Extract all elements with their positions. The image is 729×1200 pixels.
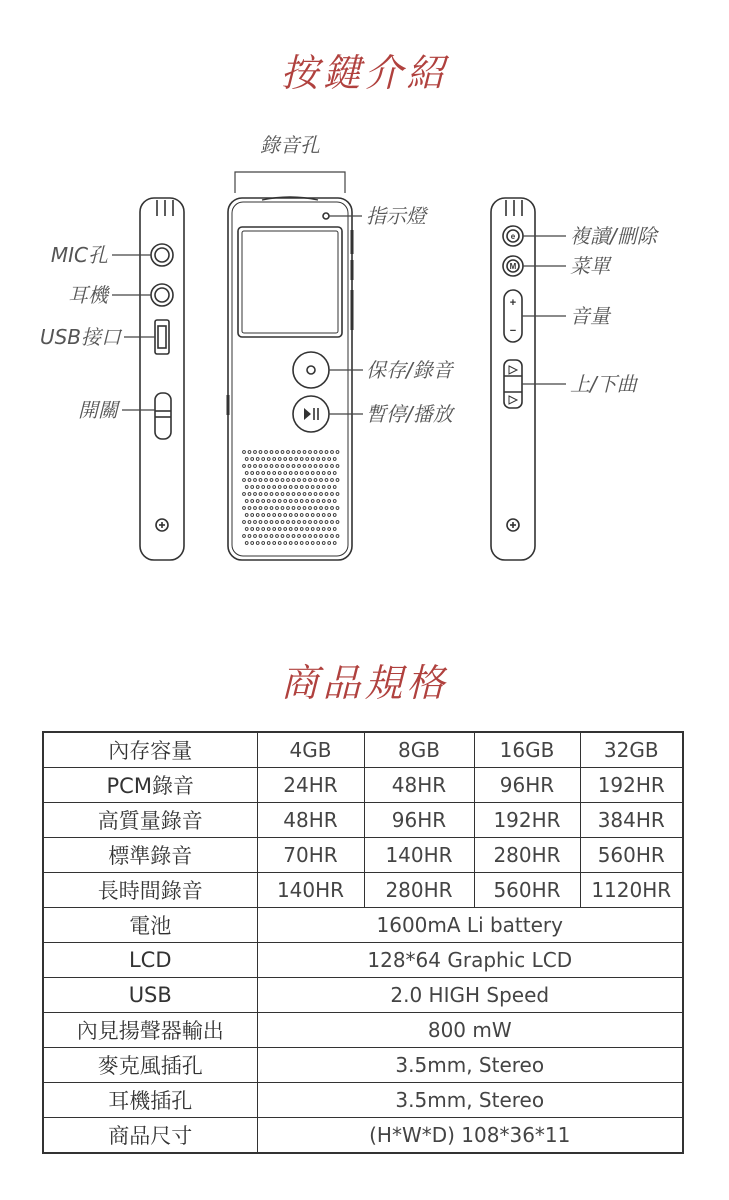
table-row [43, 1083, 683, 1118]
table-cell: 140HR [257, 873, 364, 908]
row-header: PCM錄音 [43, 768, 257, 803]
repeat-glyph: e [510, 232, 516, 241]
power-switch-icon [155, 393, 171, 439]
minus-glyph: − [509, 325, 517, 337]
table-cell: 4GB [257, 732, 364, 768]
usb-port-icon [155, 320, 169, 354]
table-cell: 48HR [257, 803, 364, 838]
leader-lines [112, 172, 566, 414]
table-row [43, 978, 683, 1013]
label-earphone: 耳機 [68, 283, 108, 307]
row-header: 麥克風插孔 [43, 1048, 257, 1083]
table-cell: 280HR [364, 873, 474, 908]
indicator-led-icon [323, 213, 329, 219]
table-cell: 24HR [257, 768, 364, 803]
table-row [43, 873, 683, 908]
table-cell: 560HR [580, 838, 683, 873]
table-cell: 192HR [474, 803, 580, 838]
table-cell: 800 mW [257, 1013, 683, 1048]
row-header: 長時間錄音 [43, 873, 257, 908]
prev-next-switch[interactable] [504, 360, 522, 408]
label-repeat-delete: 複讀/刪除 [570, 224, 657, 248]
table-cell: 560HR [474, 873, 580, 908]
plus-glyph: + [509, 297, 517, 309]
table-cell: (H*W*D) 108*36*11 [257, 1118, 683, 1154]
row-header: 耳機插孔 [43, 1083, 257, 1118]
left-side-view [140, 198, 184, 560]
label-power: 開關 [78, 398, 118, 422]
row-header: 內見揚聲器輸出 [43, 1013, 257, 1048]
menu-glyph: M [509, 262, 517, 271]
table-row [43, 943, 683, 978]
label-usb: USB接口 [39, 325, 121, 349]
row-header: 商品尺寸 [43, 1118, 257, 1154]
table-row [43, 732, 683, 768]
table-cell: 1120HR [580, 873, 683, 908]
table-row [43, 768, 683, 803]
right-side-view [491, 198, 535, 560]
table-cell: 96HR [474, 768, 580, 803]
table-row [43, 1013, 683, 1048]
label-menu: 菜單 [570, 254, 610, 278]
label-volume: 音量 [570, 304, 610, 328]
row-header: 電池 [43, 908, 257, 943]
table-cell: 32GB [580, 732, 683, 768]
table-row [43, 1118, 683, 1154]
lcd-screen [238, 227, 342, 337]
table-cell: 70HR [257, 838, 364, 873]
table-row [43, 838, 683, 873]
table-cell: 8GB [364, 732, 474, 768]
section-title-keys: 按鍵介紹 [280, 51, 449, 95]
label-mic: MIC孔 [50, 243, 108, 267]
table-cell: 96HR [364, 803, 474, 838]
table-cell: 192HR [580, 768, 683, 803]
table-cell: 280HR [474, 838, 580, 873]
label-indicator: 指示燈 [366, 204, 426, 228]
table-cell: 140HR [364, 838, 474, 873]
label-save-record: 保存/錄音 [366, 358, 453, 382]
row-header: 內存容量 [43, 732, 257, 768]
table-row [43, 1048, 683, 1083]
speaker-grille [243, 451, 339, 545]
table-cell: 48HR [364, 768, 474, 803]
table-cell: 3.5mm, Stereo [257, 1083, 683, 1118]
table-cell: 128*64 Graphic LCD [257, 943, 683, 978]
table-row [43, 803, 683, 838]
spec-table [42, 731, 684, 1154]
row-header: 高質量錄音 [43, 803, 257, 838]
save-record-button[interactable] [293, 352, 329, 388]
front-view [228, 197, 352, 560]
row-header: LCD [43, 943, 257, 978]
table-cell: 384HR [580, 803, 683, 838]
table-cell: 2.0 HIGH Speed [257, 978, 683, 1013]
table-cell: 1600mA Li battery [257, 908, 683, 943]
table-cell: 3.5mm, Stereo [257, 1048, 683, 1083]
label-recording-hole: 錄音孔 [260, 133, 320, 157]
section-title-specs: 商品規格 [280, 661, 449, 705]
table-cell: 16GB [474, 732, 580, 768]
row-header: USB [43, 978, 257, 1013]
label-pause-play: 暫停/播放 [366, 402, 453, 426]
label-prev-next: 上/下曲 [570, 372, 637, 396]
row-header: 標準錄音 [43, 838, 257, 873]
device-diagram [0, 120, 729, 570]
table-row [43, 908, 683, 943]
